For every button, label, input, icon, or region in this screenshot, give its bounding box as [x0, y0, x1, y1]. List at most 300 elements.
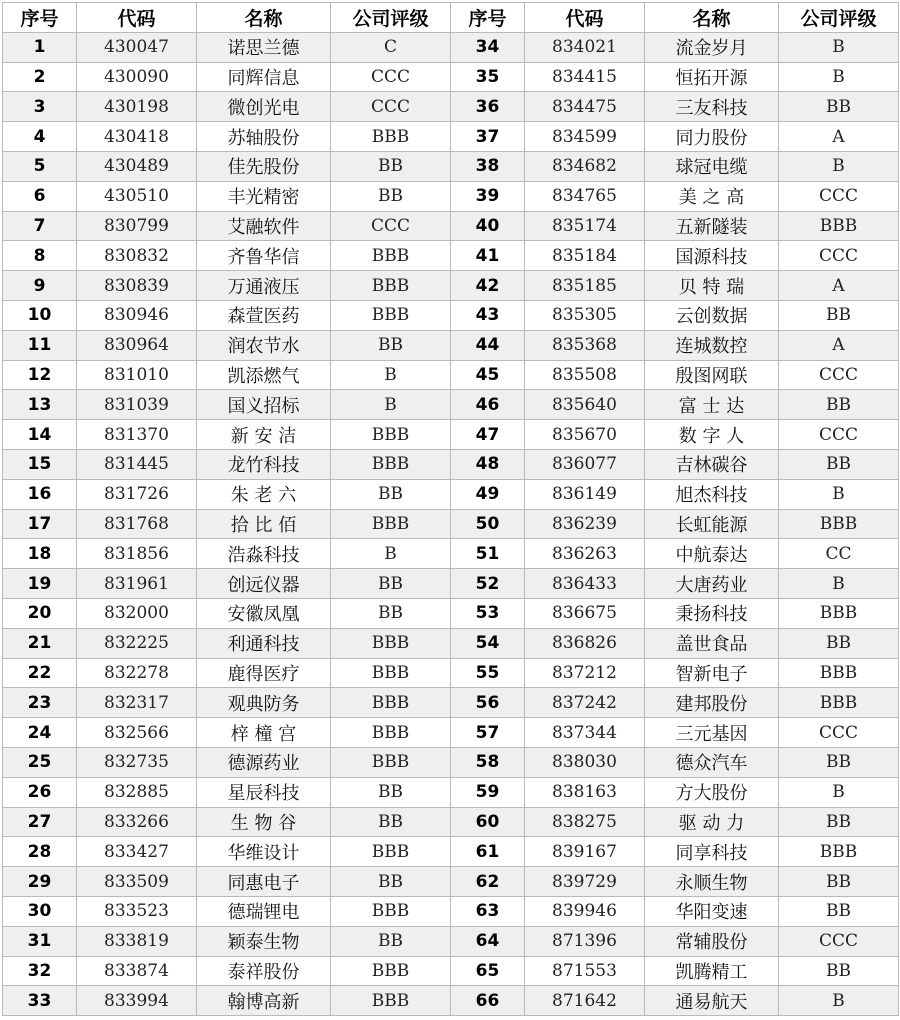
cell-seq: 7 — [3, 211, 77, 241]
cell-seq: 50 — [451, 509, 525, 539]
cell-code: 430198 — [77, 92, 197, 122]
cell-code: 831768 — [77, 509, 197, 539]
cell-name: 龙竹科技 — [197, 449, 331, 479]
cell-name: 智新电子 — [645, 658, 779, 688]
cell-rating: BBB — [331, 688, 451, 718]
cell-rating: B — [779, 479, 899, 509]
cell-rating: BBB — [779, 598, 899, 628]
cell-rating: BBB — [331, 449, 451, 479]
cell-seq: 33 — [3, 986, 77, 1016]
cell-name: 华阳变速 — [645, 896, 779, 926]
cell-code: 836239 — [525, 509, 645, 539]
cell-seq: 10 — [3, 300, 77, 330]
cell-seq: 53 — [451, 598, 525, 628]
header-name: 名称 — [645, 3, 779, 33]
cell-code: 839167 — [525, 837, 645, 867]
cell-rating: BBB — [331, 628, 451, 658]
cell-seq: 12 — [3, 360, 77, 390]
cell-name: 观典防务 — [197, 688, 331, 718]
cell-rating: CCC — [779, 926, 899, 956]
cell-seq: 17 — [3, 509, 77, 539]
cell-code: 430489 — [77, 151, 197, 181]
cell-name: 国义招标 — [197, 390, 331, 420]
cell-code: 871642 — [525, 986, 645, 1016]
cell-rating: BBB — [779, 211, 899, 241]
cell-code: 831010 — [77, 360, 197, 390]
cell-rating: BB — [331, 777, 451, 807]
cell-seq: 35 — [451, 62, 525, 92]
cell-code: 835640 — [525, 390, 645, 420]
cell-seq: 21 — [3, 628, 77, 658]
cell-seq: 11 — [3, 330, 77, 360]
cell-code: 833819 — [77, 926, 197, 956]
cell-seq: 51 — [451, 539, 525, 569]
cell-rating: CCC — [779, 360, 899, 390]
cell-code: 831039 — [77, 390, 197, 420]
table-row — [3, 807, 899, 837]
cell-name: 秉扬科技 — [645, 598, 779, 628]
table-row — [3, 181, 899, 211]
cell-code: 830839 — [77, 271, 197, 301]
cell-seq: 47 — [451, 420, 525, 450]
cell-name: 星辰科技 — [197, 777, 331, 807]
cell-name: 创远仪器 — [197, 569, 331, 599]
cell-seq: 32 — [3, 956, 77, 986]
cell-rating: B — [779, 151, 899, 181]
table-row — [3, 330, 899, 360]
cell-rating: CCC — [779, 718, 899, 748]
cell-seq: 54 — [451, 628, 525, 658]
cell-seq: 25 — [3, 747, 77, 777]
cell-seq: 44 — [451, 330, 525, 360]
cell-name: 通易航天 — [645, 986, 779, 1016]
cell-name: 常辅股份 — [645, 926, 779, 956]
cell-rating: BB — [331, 867, 451, 897]
cell-name: 艾融软件 — [197, 211, 331, 241]
cell-code: 839946 — [525, 896, 645, 926]
cell-code: 871396 — [525, 926, 645, 956]
cell-name: 泰祥股份 — [197, 956, 331, 986]
cell-code: 430090 — [77, 62, 197, 92]
cell-seq: 56 — [451, 688, 525, 718]
cell-seq: 62 — [451, 867, 525, 897]
cell-rating: BB — [779, 390, 899, 420]
cell-rating: CCC — [331, 211, 451, 241]
table-row — [3, 628, 899, 658]
cell-rating: B — [779, 986, 899, 1016]
cell-name: 云创数据 — [645, 300, 779, 330]
cell-rating: BBB — [331, 241, 451, 271]
table-row — [3, 479, 899, 509]
cell-seq: 31 — [3, 926, 77, 956]
cell-code: 835508 — [525, 360, 645, 390]
table-row — [3, 569, 899, 599]
rating-table — [2, 2, 899, 1016]
cell-name: 凯腾精工 — [645, 956, 779, 986]
cell-name: 旭杰科技 — [645, 479, 779, 509]
cell-rating: A — [779, 122, 899, 152]
cell-seq: 30 — [3, 896, 77, 926]
cell-name: 同惠电子 — [197, 867, 331, 897]
table-row — [3, 300, 899, 330]
cell-name: 盖世食品 — [645, 628, 779, 658]
cell-name: 润农节水 — [197, 330, 331, 360]
cell-rating: B — [331, 360, 451, 390]
cell-name: 长虹能源 — [645, 509, 779, 539]
cell-seq: 57 — [451, 718, 525, 748]
cell-seq: 19 — [3, 569, 77, 599]
cell-rating: B — [779, 62, 899, 92]
cell-name: 苏轴股份 — [197, 122, 331, 152]
cell-seq: 59 — [451, 777, 525, 807]
cell-name: 同享科技 — [645, 837, 779, 867]
cell-seq: 15 — [3, 449, 77, 479]
cell-code: 836149 — [525, 479, 645, 509]
cell-code: 832225 — [77, 628, 197, 658]
cell-seq: 39 — [451, 181, 525, 211]
header-code: 代码 — [77, 3, 197, 33]
cell-rating: CCC — [779, 241, 899, 271]
cell-rating: BB — [779, 807, 899, 837]
table-row — [3, 688, 899, 718]
cell-rating: B — [331, 390, 451, 420]
cell-code: 835368 — [525, 330, 645, 360]
header-seq: 序号 — [451, 3, 525, 33]
cell-seq: 45 — [451, 360, 525, 390]
table-body — [3, 32, 899, 1015]
cell-rating: BB — [779, 956, 899, 986]
cell-code: 835185 — [525, 271, 645, 301]
table-row — [3, 539, 899, 569]
cell-name: 数 字 人 — [645, 420, 779, 450]
table-row — [3, 151, 899, 181]
cell-rating: BBB — [779, 688, 899, 718]
cell-rating: C — [331, 32, 451, 62]
cell-name: 连城数控 — [645, 330, 779, 360]
cell-name: 三友科技 — [645, 92, 779, 122]
cell-seq: 1 — [3, 32, 77, 62]
cell-rating: BB — [779, 896, 899, 926]
cell-seq: 66 — [451, 986, 525, 1016]
cell-name: 贝 特 瑞 — [645, 271, 779, 301]
cell-seq: 24 — [3, 718, 77, 748]
cell-code: 830799 — [77, 211, 197, 241]
table-row — [3, 390, 899, 420]
cell-code: 834475 — [525, 92, 645, 122]
table-row — [3, 449, 899, 479]
cell-seq: 63 — [451, 896, 525, 926]
cell-rating: BBB — [331, 122, 451, 152]
cell-code: 830832 — [77, 241, 197, 271]
cell-code: 833994 — [77, 986, 197, 1016]
cell-seq: 18 — [3, 539, 77, 569]
cell-name: 拾 比 佰 — [197, 509, 331, 539]
cell-name: 德众汽车 — [645, 747, 779, 777]
cell-name: 美 之 高 — [645, 181, 779, 211]
cell-name: 永顺生物 — [645, 867, 779, 897]
cell-name: 翰博高新 — [197, 986, 331, 1016]
cell-seq: 64 — [451, 926, 525, 956]
cell-code: 835184 — [525, 241, 645, 271]
cell-name: 浩淼科技 — [197, 539, 331, 569]
cell-rating: BB — [331, 598, 451, 628]
cell-code: 831961 — [77, 569, 197, 599]
cell-rating: CCC — [779, 420, 899, 450]
table-row — [3, 62, 899, 92]
cell-name: 安徽凤凰 — [197, 598, 331, 628]
cell-code: 832278 — [77, 658, 197, 688]
cell-code: 838275 — [525, 807, 645, 837]
cell-seq: 40 — [451, 211, 525, 241]
cell-seq: 28 — [3, 837, 77, 867]
cell-rating: BB — [331, 926, 451, 956]
cell-name: 微创光电 — [197, 92, 331, 122]
table-row — [3, 32, 899, 62]
cell-code: 836433 — [525, 569, 645, 599]
cell-name: 富 士 达 — [645, 390, 779, 420]
cell-rating: BB — [779, 449, 899, 479]
cell-seq: 8 — [3, 241, 77, 271]
cell-name: 恒拓开源 — [645, 62, 779, 92]
cell-code: 832566 — [77, 718, 197, 748]
cell-name: 大唐药业 — [645, 569, 779, 599]
table-row — [3, 420, 899, 450]
cell-name: 凯添燃气 — [197, 360, 331, 390]
cell-rating: BBB — [779, 658, 899, 688]
cell-code: 430047 — [77, 32, 197, 62]
table-row — [3, 718, 899, 748]
cell-name: 方大股份 — [645, 777, 779, 807]
cell-name: 同力股份 — [645, 122, 779, 152]
cell-code: 430510 — [77, 181, 197, 211]
cell-code: 831370 — [77, 420, 197, 450]
cell-seq: 2 — [3, 62, 77, 92]
cell-rating: BBB — [779, 509, 899, 539]
cell-code: 836077 — [525, 449, 645, 479]
cell-name: 中航泰达 — [645, 539, 779, 569]
cell-seq: 14 — [3, 420, 77, 450]
cell-code: 835305 — [525, 300, 645, 330]
cell-rating: BBB — [331, 986, 451, 1016]
cell-name: 流金岁月 — [645, 32, 779, 62]
cell-seq: 65 — [451, 956, 525, 986]
cell-seq: 38 — [451, 151, 525, 181]
cell-seq: 42 — [451, 271, 525, 301]
cell-code: 834682 — [525, 151, 645, 181]
cell-seq: 61 — [451, 837, 525, 867]
cell-rating: B — [779, 777, 899, 807]
cell-rating: BBB — [331, 300, 451, 330]
cell-seq: 52 — [451, 569, 525, 599]
cell-code: 430418 — [77, 122, 197, 152]
cell-code: 831856 — [77, 539, 197, 569]
cell-rating: BB — [779, 867, 899, 897]
table-row — [3, 122, 899, 152]
cell-seq: 16 — [3, 479, 77, 509]
cell-seq: 5 — [3, 151, 77, 181]
cell-seq: 41 — [451, 241, 525, 271]
cell-seq: 49 — [451, 479, 525, 509]
cell-seq: 48 — [451, 449, 525, 479]
cell-code: 832000 — [77, 598, 197, 628]
cell-rating: BBB — [331, 956, 451, 986]
cell-code: 830964 — [77, 330, 197, 360]
cell-name: 同辉信息 — [197, 62, 331, 92]
cell-rating: BB — [331, 181, 451, 211]
cell-name: 丰光精密 — [197, 181, 331, 211]
cell-code: 834599 — [525, 122, 645, 152]
cell-rating: BB — [331, 151, 451, 181]
cell-seq: 29 — [3, 867, 77, 897]
cell-code: 830946 — [77, 300, 197, 330]
header-rating: 公司评级 — [779, 3, 899, 33]
cell-code: 831726 — [77, 479, 197, 509]
cell-code: 834415 — [525, 62, 645, 92]
cell-name: 鹿得医疗 — [197, 658, 331, 688]
cell-name: 生 物 谷 — [197, 807, 331, 837]
cell-code: 834765 — [525, 181, 645, 211]
cell-code: 834021 — [525, 32, 645, 62]
cell-name: 德源药业 — [197, 747, 331, 777]
cell-name: 颖泰生物 — [197, 926, 331, 956]
cell-code: 836263 — [525, 539, 645, 569]
cell-name: 国源科技 — [645, 241, 779, 271]
cell-rating: BB — [779, 747, 899, 777]
cell-seq: 26 — [3, 777, 77, 807]
cell-code: 833427 — [77, 837, 197, 867]
table-row — [3, 926, 899, 956]
cell-code: 832317 — [77, 688, 197, 718]
cell-rating: B — [331, 539, 451, 569]
header-code: 代码 — [525, 3, 645, 33]
cell-seq: 20 — [3, 598, 77, 628]
cell-code: 837344 — [525, 718, 645, 748]
cell-rating: BB — [331, 479, 451, 509]
cell-name: 新 安 洁 — [197, 420, 331, 450]
cell-code: 838030 — [525, 747, 645, 777]
cell-rating: BBB — [331, 747, 451, 777]
cell-code: 832885 — [77, 777, 197, 807]
cell-rating: CCC — [331, 92, 451, 122]
cell-rating: BB — [331, 569, 451, 599]
cell-name: 华维设计 — [197, 837, 331, 867]
cell-code: 833874 — [77, 956, 197, 986]
cell-name: 齐鲁华信 — [197, 241, 331, 271]
cell-seq: 23 — [3, 688, 77, 718]
table-row — [3, 598, 899, 628]
cell-seq: 13 — [3, 390, 77, 420]
cell-name: 森萱医药 — [197, 300, 331, 330]
cell-name: 万通液压 — [197, 271, 331, 301]
cell-code: 837212 — [525, 658, 645, 688]
cell-seq: 22 — [3, 658, 77, 688]
cell-seq: 4 — [3, 122, 77, 152]
cell-code: 839729 — [525, 867, 645, 897]
cell-rating: CCC — [779, 181, 899, 211]
cell-name: 五新隧装 — [645, 211, 779, 241]
cell-rating: BBB — [779, 837, 899, 867]
cell-seq: 3 — [3, 92, 77, 122]
cell-code: 833509 — [77, 867, 197, 897]
cell-seq: 9 — [3, 271, 77, 301]
cell-rating: BB — [779, 92, 899, 122]
cell-rating: BB — [779, 628, 899, 658]
cell-seq: 34 — [451, 32, 525, 62]
cell-rating: B — [779, 32, 899, 62]
cell-code: 833266 — [77, 807, 197, 837]
cell-seq: 36 — [451, 92, 525, 122]
cell-code: 837242 — [525, 688, 645, 718]
cell-code: 871553 — [525, 956, 645, 986]
cell-rating: B — [779, 569, 899, 599]
cell-seq: 43 — [451, 300, 525, 330]
cell-rating: BBB — [331, 658, 451, 688]
table-row — [3, 747, 899, 777]
cell-seq: 6 — [3, 181, 77, 211]
table-row — [3, 241, 899, 271]
table-row — [3, 509, 899, 539]
cell-rating: A — [779, 271, 899, 301]
table-row — [3, 867, 899, 897]
table-row — [3, 837, 899, 867]
cell-seq: 27 — [3, 807, 77, 837]
cell-rating: BB — [331, 807, 451, 837]
cell-rating: BBB — [331, 509, 451, 539]
header-row — [3, 3, 899, 33]
table-row — [3, 92, 899, 122]
table-row — [3, 956, 899, 986]
cell-seq: 37 — [451, 122, 525, 152]
table-row — [3, 360, 899, 390]
cell-rating: CCC — [331, 62, 451, 92]
cell-rating: CC — [779, 539, 899, 569]
cell-code: 833523 — [77, 896, 197, 926]
cell-name: 驱 动 力 — [645, 807, 779, 837]
cell-code: 836675 — [525, 598, 645, 628]
cell-code: 832735 — [77, 747, 197, 777]
cell-name: 利通科技 — [197, 628, 331, 658]
cell-name: 朱 老 六 — [197, 479, 331, 509]
cell-name: 殷图网联 — [645, 360, 779, 390]
cell-code: 835174 — [525, 211, 645, 241]
cell-code: 835670 — [525, 420, 645, 450]
cell-rating: BB — [779, 300, 899, 330]
header-name: 名称 — [197, 3, 331, 33]
cell-name: 球冠电缆 — [645, 151, 779, 181]
cell-code: 836826 — [525, 628, 645, 658]
table-row — [3, 658, 899, 688]
cell-rating: BBB — [331, 718, 451, 748]
cell-rating: BBB — [331, 420, 451, 450]
cell-rating: BB — [331, 330, 451, 360]
cell-name: 建邦股份 — [645, 688, 779, 718]
cell-name: 吉林碳谷 — [645, 449, 779, 479]
cell-code: 831445 — [77, 449, 197, 479]
cell-seq: 46 — [451, 390, 525, 420]
header-seq: 序号 — [3, 3, 77, 33]
table-row — [3, 777, 899, 807]
cell-code: 838163 — [525, 777, 645, 807]
cell-rating: BBB — [331, 896, 451, 926]
cell-name: 诺思兰德 — [197, 32, 331, 62]
cell-name: 德瑞锂电 — [197, 896, 331, 926]
header-rating: 公司评级 — [331, 3, 451, 33]
cell-name: 梓 橦 宫 — [197, 718, 331, 748]
cell-rating: BBB — [331, 271, 451, 301]
table-row — [3, 271, 899, 301]
cell-name: 佳先股份 — [197, 151, 331, 181]
cell-seq: 55 — [451, 658, 525, 688]
